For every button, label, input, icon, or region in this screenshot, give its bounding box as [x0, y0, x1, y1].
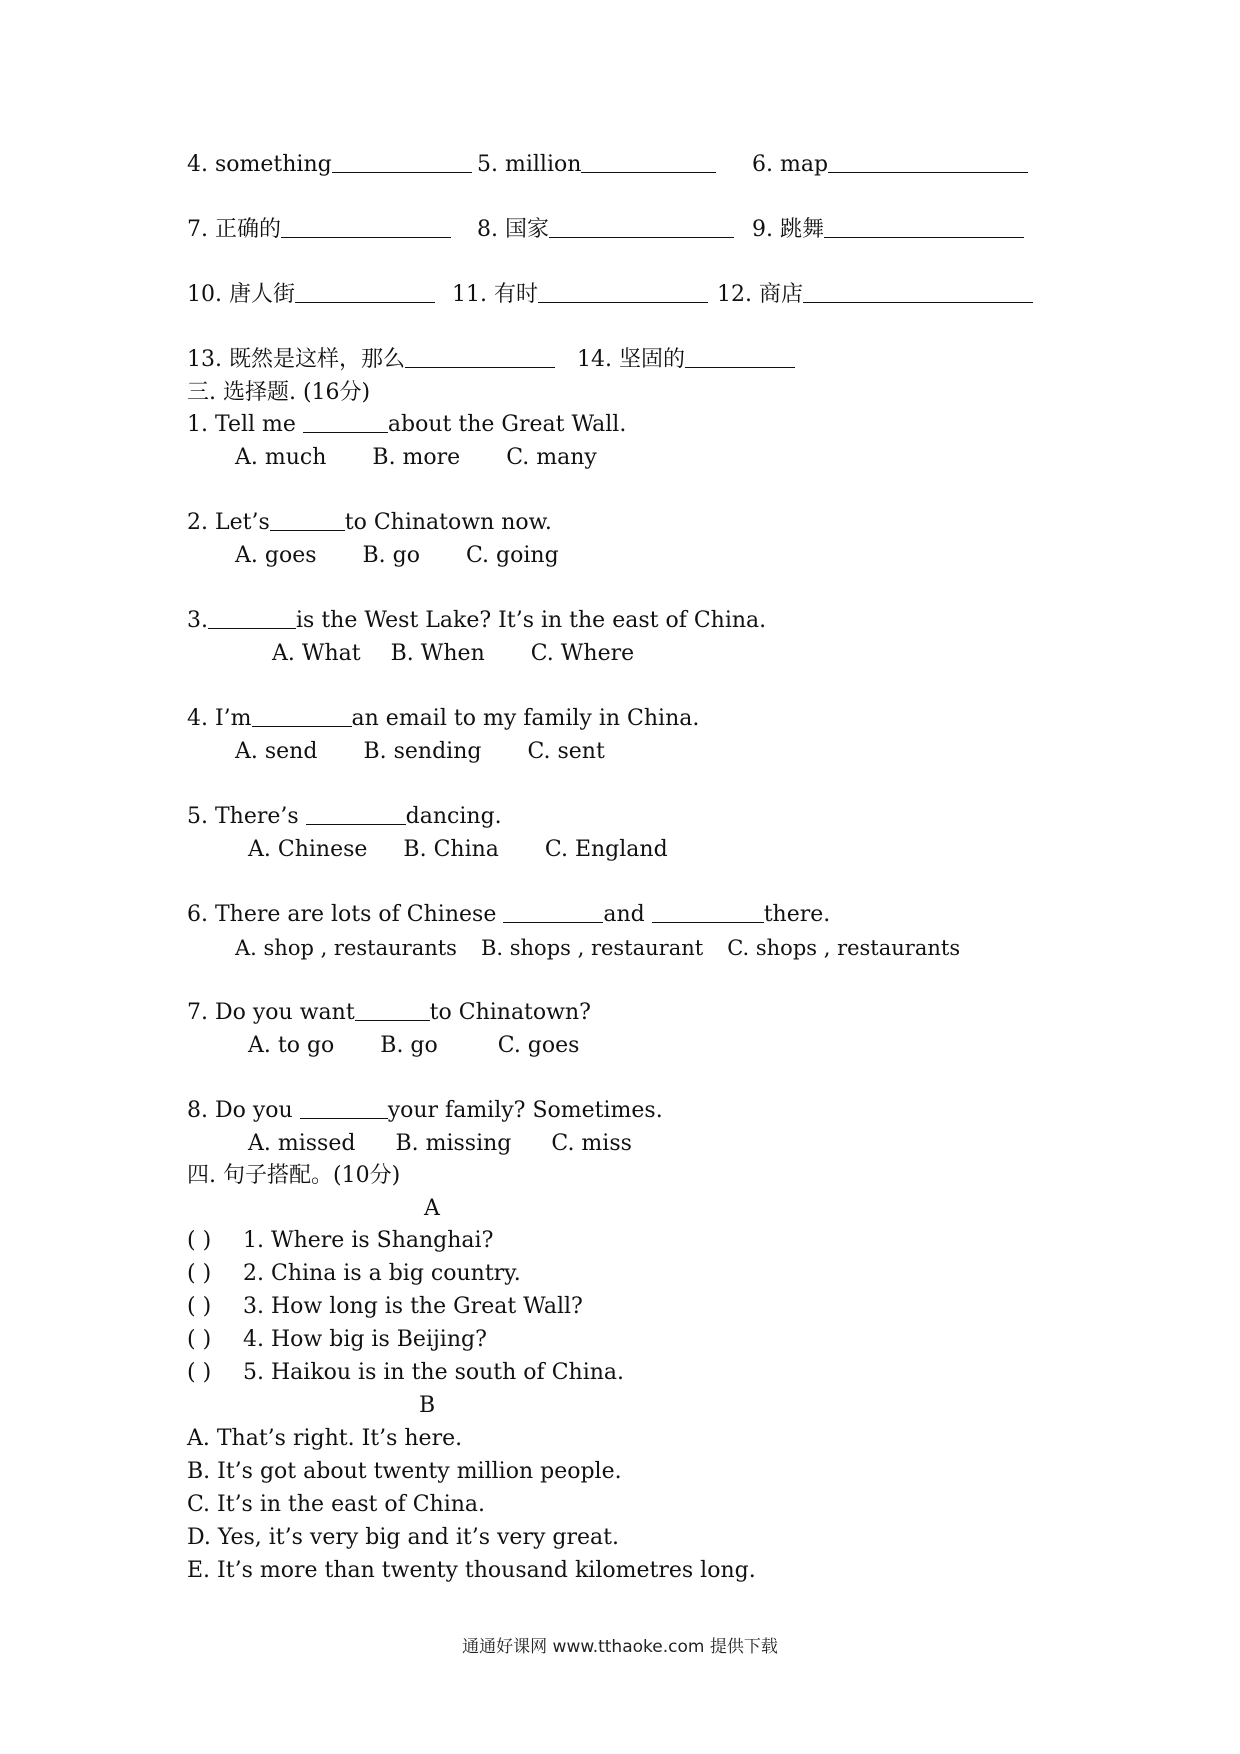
answer-paren[interactable]: ( )	[187, 1228, 212, 1253]
answer-blank[interactable]	[281, 217, 451, 238]
vocab-item: 7. 正确的	[187, 215, 477, 245]
answer-blank[interactable]	[295, 282, 435, 303]
answer-paren[interactable]: ( )	[187, 1294, 212, 1319]
option[interactable]: C. miss	[551, 1131, 632, 1156]
match-item: ( ) 1. Where is Shanghai?	[187, 1226, 493, 1256]
option[interactable]: C. Where	[530, 641, 635, 666]
vocab-row	[187, 345, 795, 375]
options-row	[248, 835, 714, 865]
options-row	[272, 639, 680, 669]
question: 2. Let’s to Chinatown now.	[187, 510, 552, 535]
footer-credit: 通通好课网 www.tthaoke.com 提供下载	[462, 1637, 778, 1657]
match-answer: B. It’s got about twenty million people.	[187, 1459, 622, 1484]
option[interactable]: B. missing	[395, 1131, 512, 1156]
vocab-item: 5. million	[477, 150, 752, 180]
question: 4. I’m an email to my family in China.	[187, 706, 700, 731]
match-item: ( ) 3. How long is the Great Wall?	[187, 1292, 583, 1322]
answer-blank[interactable]	[828, 152, 1028, 173]
answer-blank[interactable]	[270, 510, 345, 531]
option[interactable]: A. What	[272, 641, 361, 666]
options-row	[248, 1129, 678, 1159]
section-title: 四. 句子搭配。(10分)	[187, 1163, 401, 1188]
option[interactable]: B. go	[380, 1033, 438, 1058]
match-item: ( ) 5. Haikou is in the south of China.	[187, 1358, 624, 1388]
match-item: ( ) 4. How big is Beijing?	[187, 1325, 487, 1355]
answer-blank[interactable]	[208, 608, 296, 629]
answer-blank[interactable]	[355, 1000, 430, 1021]
options-row	[248, 1031, 625, 1061]
options-row	[235, 541, 605, 571]
question: 8. Do you your family? Sometimes.	[187, 1098, 663, 1123]
answer-blank[interactable]	[332, 152, 472, 173]
answer-blank[interactable]	[306, 804, 406, 825]
option[interactable]: A. much	[235, 445, 327, 470]
vocab-item: 11. 有时	[452, 280, 717, 310]
option[interactable]: B. shops , restaurant	[480, 936, 704, 960]
option[interactable]: C. many	[506, 445, 597, 470]
answer-blank[interactable]	[503, 902, 603, 923]
option[interactable]: A. to go	[248, 1033, 335, 1058]
option[interactable]: A. goes	[235, 543, 317, 568]
vocab-row	[187, 280, 1033, 310]
answer-blank[interactable]	[685, 347, 795, 368]
answer-blank[interactable]	[538, 282, 708, 303]
vocab-item: 8. 国家	[477, 215, 752, 245]
option[interactable]: C. going	[466, 543, 559, 568]
vocab-item: 10. 唐人街	[187, 280, 452, 310]
section-title: 三. 选择题. (16分)	[187, 380, 371, 405]
answer-paren[interactable]: ( )	[187, 1360, 212, 1385]
option[interactable]: A. Chinese	[248, 837, 368, 862]
question: 5. There’s dancing.	[187, 804, 502, 829]
question: 6. There are lots of Chinese and there.	[187, 902, 831, 927]
answer-paren[interactable]: ( )	[187, 1261, 212, 1286]
option[interactable]: A. send	[235, 739, 318, 764]
option[interactable]: B. China	[403, 837, 499, 862]
column-a-label: A	[424, 1196, 440, 1221]
answer-blank[interactable]	[652, 902, 764, 923]
answer-blank[interactable]	[252, 706, 352, 727]
vocab-item: 13. 既然是这样，那么	[187, 345, 577, 375]
option[interactable]: B. go	[362, 543, 420, 568]
option[interactable]: C. goes	[497, 1033, 580, 1058]
match-answer: A. That’s right. It’s here.	[187, 1426, 463, 1451]
option[interactable]: A. missed	[248, 1131, 356, 1156]
match-answer: E. It’s more than twenty thousand kilometres long.	[187, 1558, 756, 1583]
option[interactable]: C. shops , restaurants	[727, 936, 961, 960]
vocab-item: 4. something	[187, 150, 477, 180]
vocab-item: 6. map	[752, 150, 1028, 180]
answer-blank[interactable]	[581, 152, 716, 173]
options-row	[235, 443, 643, 473]
answer-blank[interactable]	[300, 1098, 388, 1119]
option[interactable]: B. sending	[363, 739, 482, 764]
answer-blank[interactable]	[824, 217, 1024, 238]
option[interactable]: C. England	[544, 837, 668, 862]
answer-blank[interactable]	[803, 282, 1033, 303]
option[interactable]: B. more	[372, 445, 461, 470]
option[interactable]: A. shop , restaurants	[235, 936, 457, 960]
options-row	[235, 737, 651, 767]
question: 7. Do you want to Chinatown?	[187, 1000, 591, 1025]
vocab-item: 14. 坚固的	[577, 345, 795, 375]
match-answer: D. Yes, it’s very big and it’s very great.	[187, 1525, 619, 1550]
match-item: ( ) 2. China is a big country.	[187, 1259, 521, 1289]
vocab-item: 12. 商店	[717, 280, 1033, 310]
vocab-row	[187, 150, 1028, 180]
match-answer: C. It’s in the east of China.	[187, 1492, 486, 1517]
vocab-item: 9. 跳舞	[752, 215, 1024, 245]
answer-blank[interactable]	[303, 412, 388, 433]
answer-blank[interactable]	[405, 347, 555, 368]
answer-paren[interactable]: ( )	[187, 1327, 212, 1352]
question: 3. is the West Lake? It’s in the east of China.	[187, 608, 767, 633]
column-b-label: B	[419, 1393, 436, 1418]
answer-blank[interactable]	[549, 217, 734, 238]
option[interactable]: B. When	[390, 641, 485, 666]
vocab-row	[187, 215, 1024, 245]
question: 1. Tell me about the Great Wall.	[187, 412, 627, 437]
option[interactable]: C. sent	[527, 739, 605, 764]
options-row	[235, 933, 960, 963]
